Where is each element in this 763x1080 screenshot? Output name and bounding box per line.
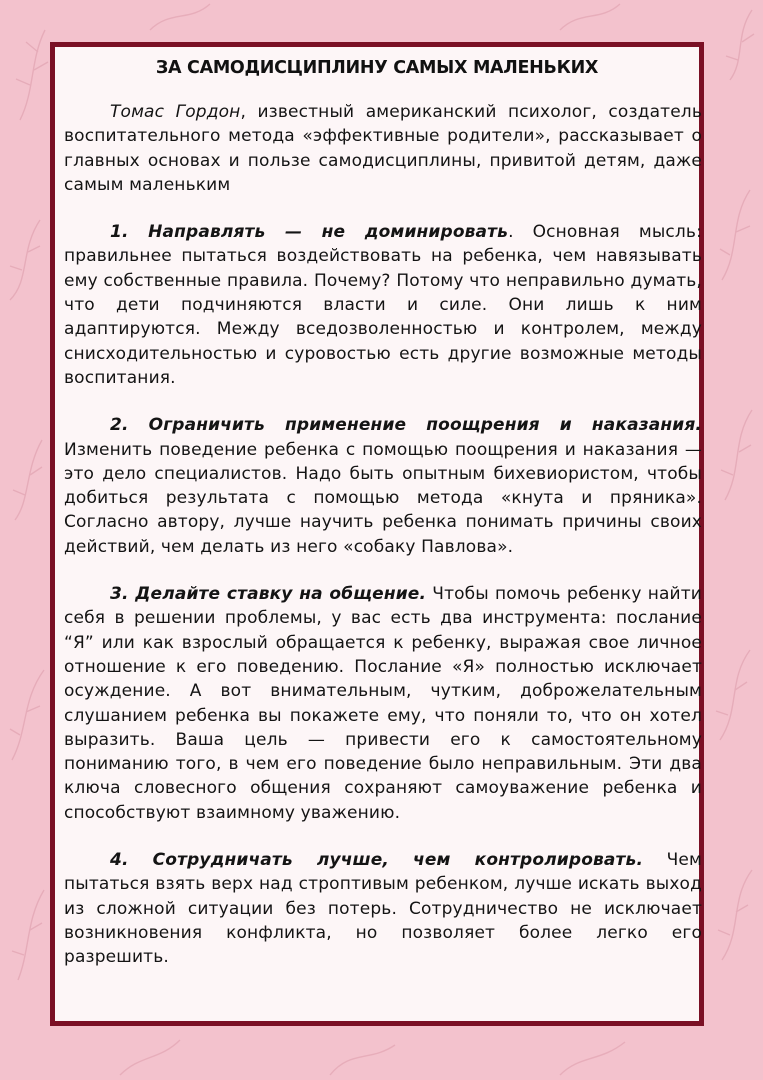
point-paragraph (64, 582, 702, 825)
point-text: . Основная мысль: правильнее пытаться воздействовать на ребенка, чем навязывать ему собственные правила. Почему? Потому что неправильно думать, что дети подчиняются власти и силе. Они лишь к ним адаптируются. Между вседозволенностью и контролем, между снисходительностью и суровостью есть другие возможные методы воспитания. (64, 222, 702, 388)
point-paragraph (64, 220, 702, 390)
intro-paragraph (64, 100, 702, 197)
point-heading: 3. Делайте ставку на общение. (110, 584, 427, 605)
point-text: Чтобы помочь ребенку найти себя в решении проблемы, у вас есть два инструмента: послание “Я” или как взрослый обращается к ребенку, выражая свое личное отношение к его поведению. Послание «Я» полностью исключает осуждение. А вот внимательным, чутким, доброжелательным слушанием ребенка вы покажете ему, что поняли то, что он хотел выразить. Ваша цель — привести его к самостоятельному пониманию того, в чем его поведение было неправильным. Эти два ключа словесного общения сохраняют самоуважение ребенка и способствуют взаимному уважению. (64, 584, 702, 823)
point-heading: 1. Направлять — не доминировать (110, 222, 509, 243)
point-text: Чем пытаться взять верх над строптивым ребенком, лучше искать выход из сложной ситуации без потерь. Сотрудничество не исключает возникновения конфликта, но позволяет более легко его разрешить. (64, 850, 702, 968)
article-body (64, 100, 702, 970)
page-title: ЗА САМОДИСЦИПЛИНУ САМЫХ МАЛЕНЬКИХ (155, 58, 599, 78)
point-text: Изменить поведение ребенка с помощью поощрения и наказания — это дело специалистов. Надо быть опытным бихевиористом, чтобы добиться результата с помощью метода «кнута и пряника». Согласно автору, лучше научить ребенка понимать причины своих действий, чем делать из него «собаку Павлова». (64, 439, 702, 557)
article-frame (50, 42, 704, 1026)
point-paragraph (64, 848, 702, 969)
author-name: Томас Гордон (110, 102, 241, 122)
point-heading: 4. Сотрудничать лучше, чем контролировать. (110, 850, 644, 871)
point-paragraph (64, 413, 702, 559)
point-heading: 2. Ограничить применение поощрения и наказания. (110, 415, 702, 436)
intro-text: , известный американский психолог, создатель воспитательного метода «эффективные родители», рассказывает о главных основах и пользе самодисциплины, привитой детям, даже самым маленьким (64, 102, 702, 195)
